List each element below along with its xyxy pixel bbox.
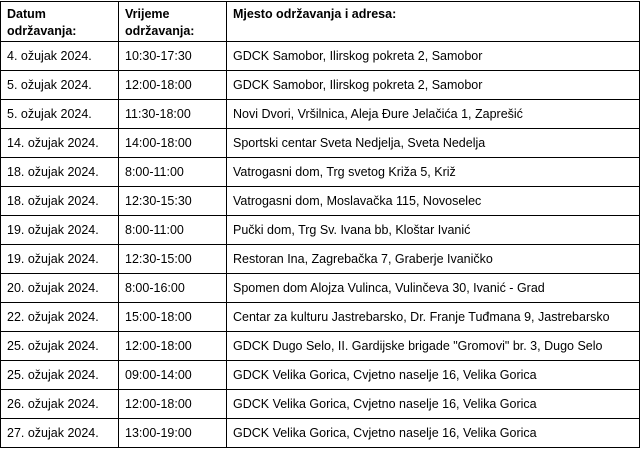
table-row [1,216,640,245]
table-row [1,419,640,448]
cell-date: 20. ožujak 2024. [1,274,119,303]
table-row [1,332,640,361]
table-row [1,158,640,187]
cell-place: GDCK Velika Gorica, Cvjetno naselje 16, Velika Gorica [227,419,640,448]
cell-place: GDCK Dugo Selo, II. Gardijske brigade "Gromovi" br. 3, Dugo Selo [227,332,640,361]
cell-place: Vatrogasni dom, Trg svetog Križa 5, Križ [227,158,640,187]
table-row [1,100,640,129]
cell-place: GDCK Samobor, Ilirskog pokreta 2, Samobor [227,42,640,71]
cell-time: 8:00-16:00 [119,274,227,303]
table-row [1,129,640,158]
cell-place: Sportski centar Sveta Nedjelja, Sveta Nedelja [227,129,640,158]
table-row [1,187,640,216]
table-row [1,71,640,100]
table-row [1,303,640,332]
cell-time: 8:00-11:00 [119,158,227,187]
table-row [1,274,640,303]
cell-date: 25. ožujak 2024. [1,332,119,361]
cell-time: 12:00-18:00 [119,71,227,100]
cell-date: 5. ožujak 2024. [1,100,119,129]
schedule-table [0,1,640,448]
cell-date: 19. ožujak 2024. [1,216,119,245]
cell-place: Pučki dom, Trg Sv. Ivana bb, Kloštar Ivanić [227,216,640,245]
header-time: Vrijeme održavanja: [119,2,227,42]
cell-time: 12:00-18:00 [119,332,227,361]
header-date: Datum održavanja: [1,2,119,42]
cell-date: 18. ožujak 2024. [1,187,119,216]
cell-time: 11:30-18:00 [119,100,227,129]
cell-date: 27. ožujak 2024. [1,419,119,448]
cell-place: GDCK Velika Gorica, Cvjetno naselje 16, Velika Gorica [227,361,640,390]
cell-time: 10:30-17:30 [119,42,227,71]
cell-date: 25. ožujak 2024. [1,361,119,390]
cell-time: 12:30-15:00 [119,245,227,274]
cell-date: 14. ožujak 2024. [1,129,119,158]
cell-place: Novi Dvori, Vršilnica, Aleja Đure Jelačića 1, Zaprešić [227,100,640,129]
cell-place: GDCK Velika Gorica, Cvjetno naselje 16, Velika Gorica [227,390,640,419]
table-header-row [1,2,640,42]
table-row [1,42,640,71]
cell-time: 12:30-15:30 [119,187,227,216]
cell-time: 09:00-14:00 [119,361,227,390]
cell-date: 5. ožujak 2024. [1,71,119,100]
cell-place: GDCK Samobor, Ilirskog pokreta 2, Samobor [227,71,640,100]
table-row [1,390,640,419]
cell-time: 14:00-18:00 [119,129,227,158]
cell-date: 4. ožujak 2024. [1,42,119,71]
cell-date: 19. ožujak 2024. [1,245,119,274]
cell-date: 18. ožujak 2024. [1,158,119,187]
table-row [1,361,640,390]
cell-place: Vatrogasni dom, Moslavačka 115, Novoselec [227,187,640,216]
cell-time: 8:00-11:00 [119,216,227,245]
cell-time: 15:00-18:00 [119,303,227,332]
header-place: Mjesto održavanja i adresa: [227,2,640,42]
cell-place: Spomen dom Alojza Vulinca, Vulinčeva 30, Ivanić - Grad [227,274,640,303]
cell-date: 26. ožujak 2024. [1,390,119,419]
table-row [1,245,640,274]
cell-place: Restoran Ina, Zagrebačka 7, Graberje Ivaničko [227,245,640,274]
cell-date: 22. ožujak 2024. [1,303,119,332]
cell-time: 13:00-19:00 [119,419,227,448]
cell-time: 12:00-18:00 [119,390,227,419]
cell-place: Centar za kulturu Jastrebarsko, Dr. Franje Tuđmana 9, Jastrebarsko [227,303,640,332]
